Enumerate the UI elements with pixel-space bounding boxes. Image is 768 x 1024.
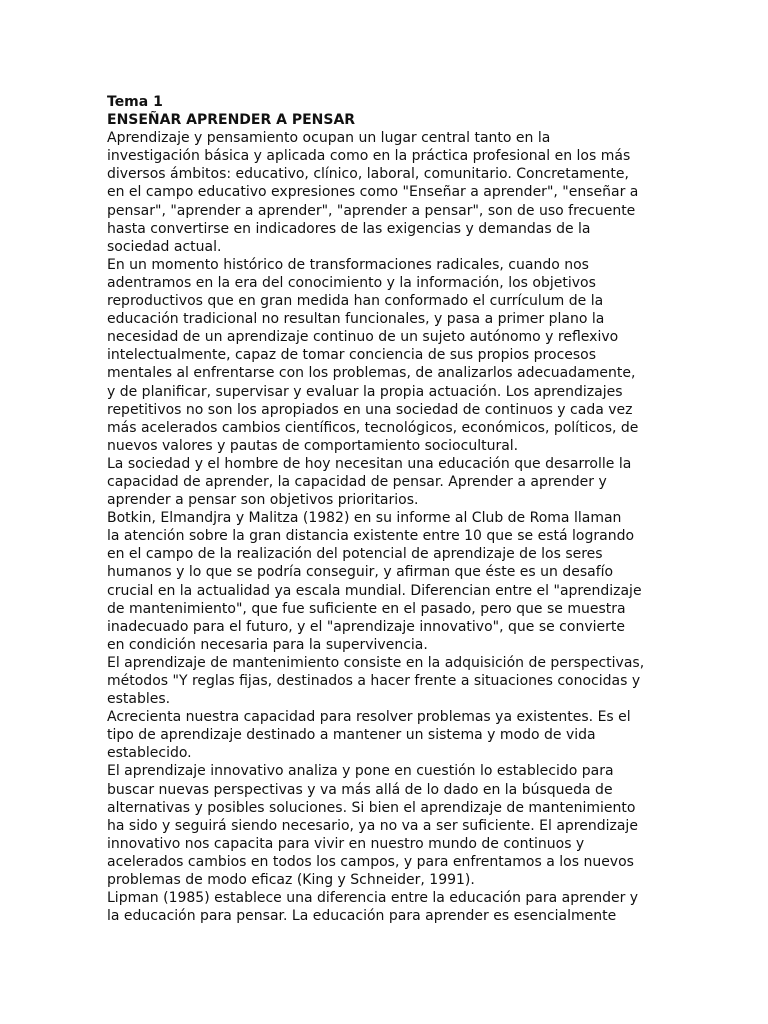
text-line: en el campo educativo expresiones como "Enseñar a aprender", "enseñar a bbox=[107, 184, 639, 201]
text-line: hasta convertirse en indicadores de las exigencias y demandas de la bbox=[107, 220, 591, 237]
text-line: estables. bbox=[107, 691, 171, 708]
text-line: necesidad de un aprendizaje continuo de un sujeto autónomo y reflexivo bbox=[107, 329, 619, 346]
text-line: buscar nuevas perspectivas y va más allá de lo dado en la búsqueda de bbox=[107, 781, 613, 798]
text-line: intelectualmente, capaz de tomar conciencia de sus propios procesos bbox=[107, 347, 597, 364]
text-line: pensar", "aprender a aprender", "aprender a pensar", son de uso frecuente bbox=[107, 202, 636, 219]
text-line: sociedad actual. bbox=[107, 238, 222, 255]
text-line: inadecuado para el futuro, y el "aprendizaje innovativo", que se convierte bbox=[107, 618, 625, 635]
text-line: la educación para pensar. La educación para aprender es esencialmente bbox=[107, 908, 617, 925]
text-line: El aprendizaje de mantenimiento consiste en la adquisición de perspectivas, bbox=[107, 654, 645, 671]
text-line: establecido. bbox=[107, 745, 192, 762]
text-line: mentales al enfrentarse con los problemas, de analizarlos adecuadamente, bbox=[107, 365, 636, 382]
text-line: adentramos en la era del conocimiento y la información, los objetivos bbox=[107, 274, 596, 291]
text-line: investigación básica y aplicada como en la práctica profesional en los más bbox=[107, 148, 631, 165]
text-line: y de planificar, supervisar y evaluar la propia actuación. Los aprendizajes bbox=[107, 383, 623, 400]
paragraph bbox=[107, 889, 662, 925]
text-line: crucial en la actualidad ya escala mundial. Diferencian entre el "aprendizaje bbox=[107, 582, 642, 599]
text-line: ha sido y seguirá siendo necesario, ya no va a ser suficiente. El aprendizaje bbox=[107, 817, 638, 834]
text-line: innovativo nos capacita para vivir en nuestro mundo de continuos y bbox=[107, 835, 585, 852]
text-line: Lipman (1985) establece una diferencia entre la educación para aprender y bbox=[107, 890, 639, 907]
text-line: En un momento histórico de transformaciones radicales, cuando nos bbox=[107, 256, 589, 273]
text-line: humanos y lo que se podría conseguir, y afirman que éste es un desafío bbox=[107, 564, 614, 581]
paragraph bbox=[107, 509, 662, 654]
text-line: problemas de modo eficaz (King y Schneider, 1991). bbox=[107, 872, 475, 889]
text-line: alternativas y posibles soluciones. Si bien el aprendizaje de mantenimiento bbox=[107, 799, 636, 816]
document-title: ENSEÑAR APRENDER A PENSAR bbox=[107, 112, 356, 129]
text-line: capacidad de aprender, la capacidad de pensar. Aprender a aprender y bbox=[107, 473, 607, 490]
paragraph bbox=[107, 455, 662, 509]
text-line: nuevos valores y pautas de comportamiento sociocultural. bbox=[107, 437, 519, 454]
text-line: repetitivos no son los apropiados en una sociedad de continuos y cada vez bbox=[107, 401, 633, 418]
paragraph bbox=[107, 256, 662, 455]
text-line: de mantenimiento", que fue suficiente en el pasado, pero que se muestra bbox=[107, 600, 626, 617]
document-body bbox=[107, 129, 662, 925]
text-line: Botkin, Elmandjra y Malitza (1982) en su informe al Club de Roma llaman bbox=[107, 510, 622, 527]
paragraph bbox=[107, 129, 662, 256]
text-line: tipo de aprendizaje destinado a mantener un sistema y modo de vida bbox=[107, 727, 596, 744]
topic-label: Tema 1 bbox=[107, 94, 163, 110]
paragraph bbox=[107, 762, 662, 889]
document-page bbox=[107, 93, 662, 925]
paragraph bbox=[107, 654, 662, 708]
text-line: en condición necesaria para la supervivencia. bbox=[107, 636, 428, 653]
text-line: la atención sobre la gran distancia existente entre 10 que se está logrando bbox=[107, 528, 635, 545]
text-line: más acelerados cambios científicos, tecnológicos, económicos, políticos, de bbox=[107, 419, 639, 436]
text-line: reproductivos que en gran medida han conformado el currículum de la bbox=[107, 293, 604, 310]
text-line: Aprendizaje y pensamiento ocupan un lugar central tanto en la bbox=[107, 130, 551, 147]
text-line: aprender a pensar son objetivos prioritarios. bbox=[107, 492, 419, 509]
text-line: diversos ámbitos: educativo, clínico, laboral, comunitario. Concretamente, bbox=[107, 166, 629, 183]
text-line: educación tradicional no resultan funcionales, y pasa a primer plano la bbox=[107, 311, 605, 328]
text-line: en el campo de la realización del potencial de aprendizaje de los seres bbox=[107, 546, 603, 563]
text-line: acelerados cambios en todos los campos, y para enfrentamos a los nuevos bbox=[107, 853, 634, 870]
text-line: métodos "Y reglas fijas, destinados a hacer frente a situaciones conocidas y bbox=[107, 673, 641, 689]
paragraph bbox=[107, 708, 662, 762]
text-line: El aprendizaje innovativo analiza y pone en cuestión lo establecido para bbox=[107, 763, 614, 780]
text-line: La sociedad y el hombre de hoy necesitan una educación que desarrolle la bbox=[107, 455, 632, 472]
text-line: Acrecienta nuestra capacidad para resolver problemas ya existentes. Es el bbox=[107, 709, 631, 726]
